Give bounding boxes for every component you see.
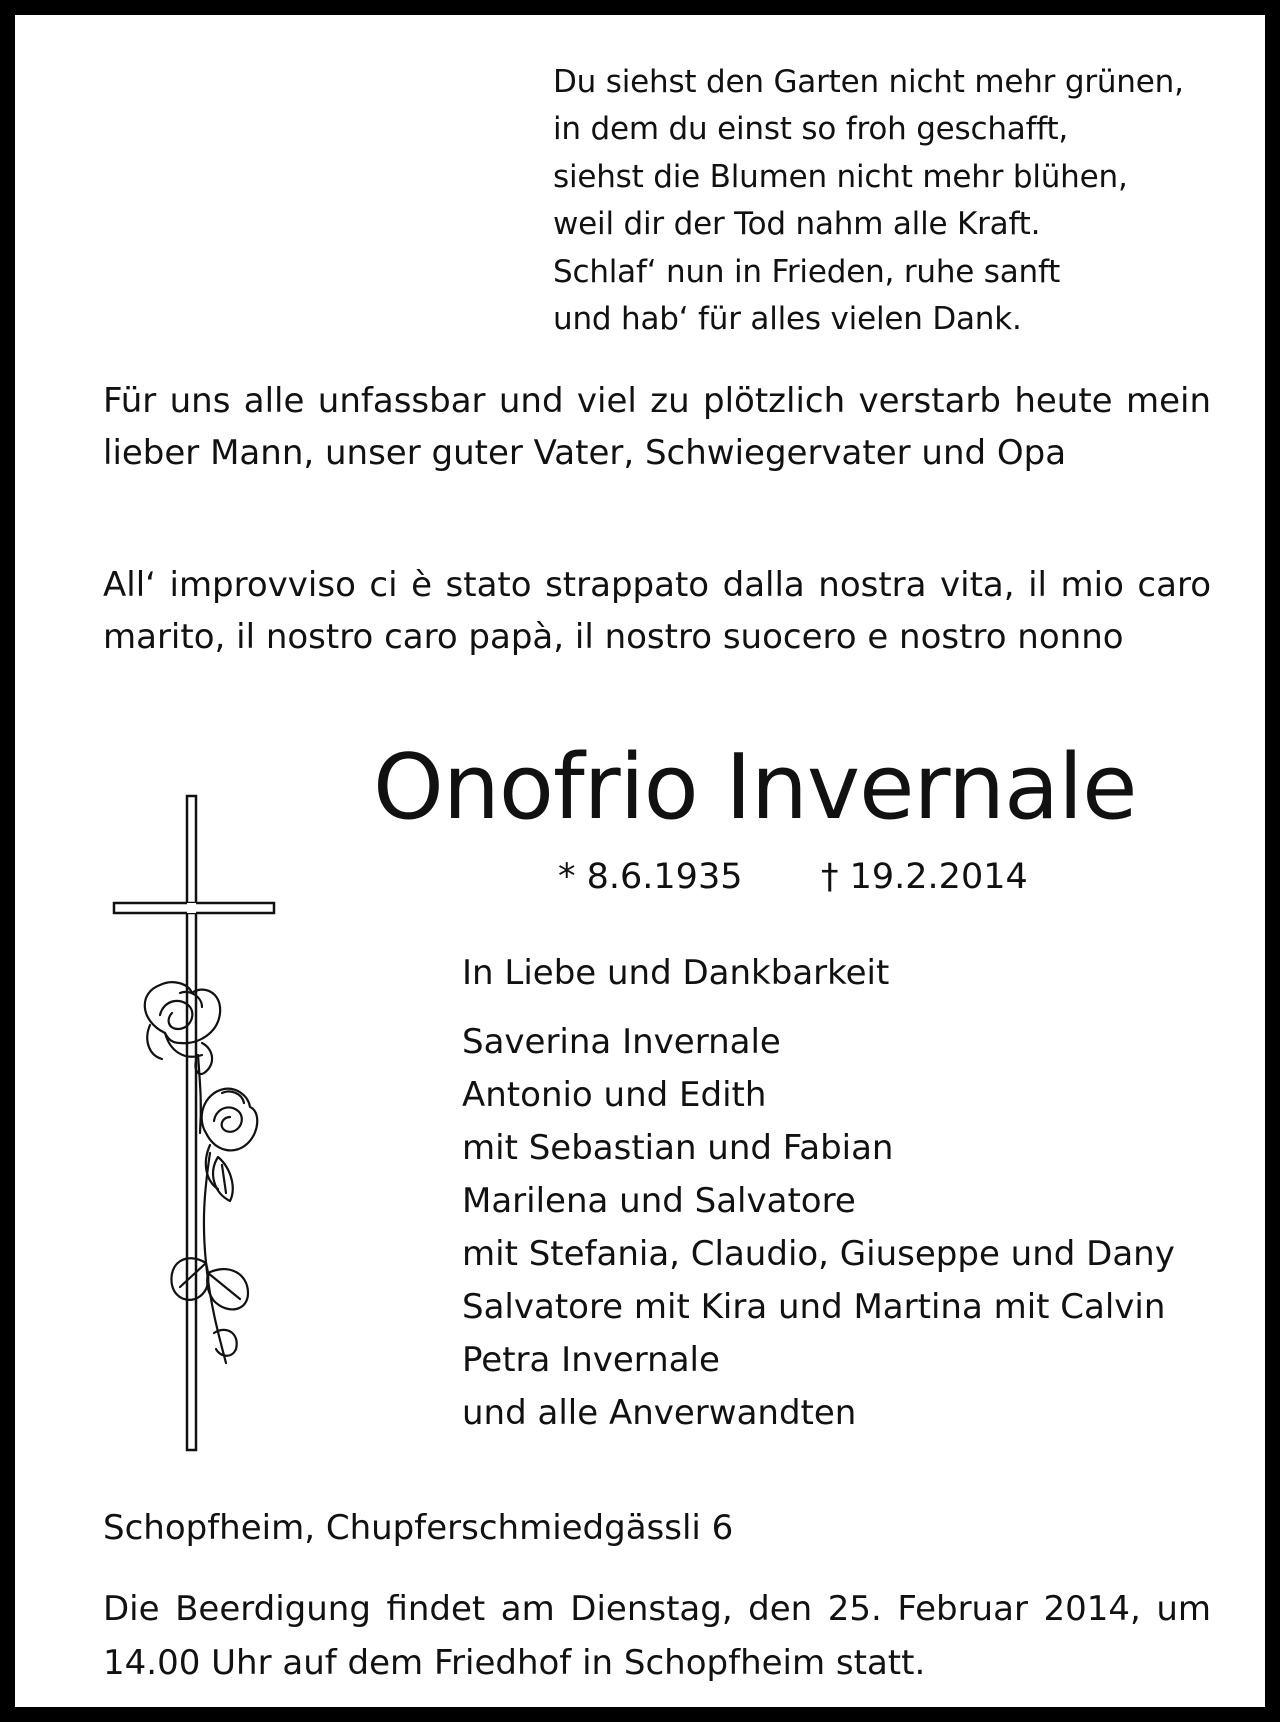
announcement-italian: All‘ improvviso ci è stato strappato dalla nostra vita, il mio caro marito, il nostro caro papà, il nostro suocero e nostro nonno — [103, 565, 1211, 657]
mourner-line: Marilena und Salvatore — [462, 1181, 856, 1221]
announcement-german: Für uns alle unfassbar und viel zu plötzlich verstarb heute mein lieber Mann, unser guter Vater, Schwiegervater und Opa — [103, 381, 1211, 473]
mourner-line: mit Sebastian und Fabian — [462, 1128, 894, 1168]
poem — [553, 59, 1253, 343]
deceased-name: Onofrio Invernale — [373, 735, 1137, 840]
poem-line: Schlaf‘ nun in Frieden, ruhe sanft — [553, 253, 1061, 290]
cross-with-roses-icon — [110, 793, 280, 1453]
mourner-line: Salvatore mit Kira und Martina mit Calvin — [462, 1287, 1166, 1327]
address: Schopfheim, Chupferschmiedgässli 6 — [103, 1508, 734, 1548]
birth-date: * 8.6.1935 — [558, 857, 743, 897]
poem-line: Du siehst den Garten nicht mehr grünen, — [553, 64, 1184, 100]
funeral-note: Die Beerdigung findet am Dienstag, den 25. Februar 2014, um 14.00 Uhr auf dem Friedhof in Schopfheim statt. — [103, 1589, 1211, 1683]
poem-line: siehst die Blumen nicht mehr blühen, — [553, 158, 1128, 195]
death-date: † 19.2.2014 — [821, 857, 1028, 897]
mourners-intro: In Liebe und Dankbarkeit — [462, 953, 890, 993]
poem-line: in dem du einst so froh geschafft, — [553, 111, 1069, 148]
mourners-list — [462, 1016, 1175, 1440]
poem-line: weil dir der Tod nahm alle Kraft. — [553, 206, 1041, 243]
mourner-line: Antonio und Edith — [462, 1075, 767, 1115]
poem-line: und hab‘ für alles vielen Dank. — [553, 301, 1022, 338]
mourner-line: mit Stefania, Claudio, Giuseppe und Dany — [462, 1234, 1175, 1274]
mourner-line: und alle Anverwandten — [462, 1393, 857, 1433]
mourner-line: Petra Invernale — [462, 1340, 720, 1380]
mourner-line: Saverina Invernale — [462, 1022, 781, 1062]
